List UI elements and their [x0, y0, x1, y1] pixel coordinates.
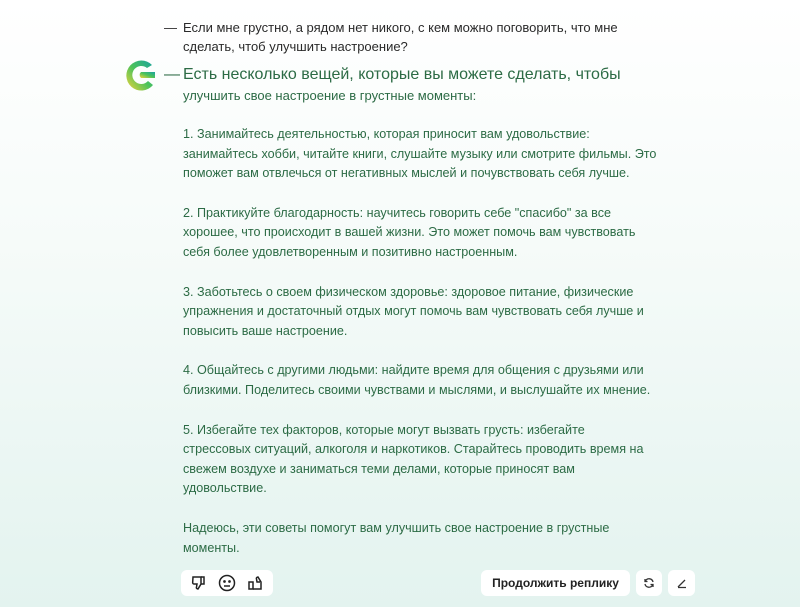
edit-icon: [676, 577, 688, 589]
answer-line: удовольствие.: [183, 481, 267, 496]
answer-line: 1. Занимайтесь деятельностью, которая приносит вам удовольствие:: [183, 127, 590, 141]
answer-line: поможет вам отвлечься от негативных мыслей и почувствовать себя лучше.: [183, 166, 630, 181]
thumbs-down-icon[interactable]: [190, 574, 208, 592]
question-line: Если мне грустно, а рядом нет никого, с кем можно поговорить, что мне: [183, 20, 618, 35]
answer-paragraph: [183, 125, 656, 184]
regenerate-button[interactable]: [636, 570, 662, 596]
user-question: [164, 18, 618, 56]
thumbs-up-icon[interactable]: [246, 574, 264, 592]
regenerate-icon: [643, 577, 655, 589]
feedback-bar: [181, 570, 273, 596]
answer-line: моменты.: [183, 540, 240, 555]
answer-line: упражнения и достаточный отдых могут помочь вам чувствовать себя лучше и: [183, 304, 644, 319]
answer-paragraph: [183, 361, 656, 400]
answer-line: свежем воздухе и заниматься теми делами, которые приносят вам: [183, 461, 575, 476]
question-line: сделать, чтоб улучшить настроение?: [183, 39, 408, 54]
answer-line: 3. Заботьтесь о своем физическом здоровье: здоровое питание, физические: [183, 284, 634, 299]
answer-paragraph: [183, 421, 656, 499]
answer-heading: Есть несколько вещей, которые вы можете сделать, чтобы: [183, 66, 621, 83]
continue-reply-button[interactable]: Продолжить реплику: [481, 570, 630, 596]
answer-line: занимайтесь хобби, читайте книги, слушайте музыку или смотрите фильмы. Это: [183, 146, 657, 161]
answer-line: Надеюсь, эти советы помогут вам улучшить свое настроение в грустные: [183, 520, 610, 535]
answer-line: повысить ваше настроение.: [183, 323, 348, 338]
answer-line: хорошее, что происходит в вашей жизни. Это может помочь вам чувствовать: [183, 225, 636, 240]
question-dash: —: [164, 20, 177, 35]
answer-line: 5. Избегайте тех факторов, которые могут вызвать грусть: избегайте: [183, 422, 585, 437]
answer-paragraph: [183, 519, 656, 558]
answer-line: близкими. Поделитесь своими чувствами и мыслями, и выслушайте их мнение.: [183, 382, 651, 397]
answer-paragraph: [183, 283, 656, 342]
answer-line: 4. Общайтесь с другими людьми: найдите время для общения с друзьями или: [183, 363, 644, 378]
neutral-face-icon[interactable]: [218, 574, 236, 592]
assistant-logo-icon: [122, 57, 158, 93]
answer-line: себя более удовлетворенным и позитивно настроенным.: [183, 244, 518, 259]
answer-dash: —: [164, 66, 180, 83]
answer-line: 2. Практикуйте благодарность: научитесь говорить себе "спасибо" за все: [183, 205, 612, 220]
answer-line: стрессовых ситуаций, алкоголя и наркотиков. Старайтесь проводить время на: [183, 442, 644, 457]
edit-button[interactable]: [668, 570, 695, 596]
answer-paragraph: [183, 204, 656, 263]
answer-subheading: улучшить свое настроение в грустные моменты:: [183, 88, 477, 103]
assistant-answer: [164, 64, 656, 558]
